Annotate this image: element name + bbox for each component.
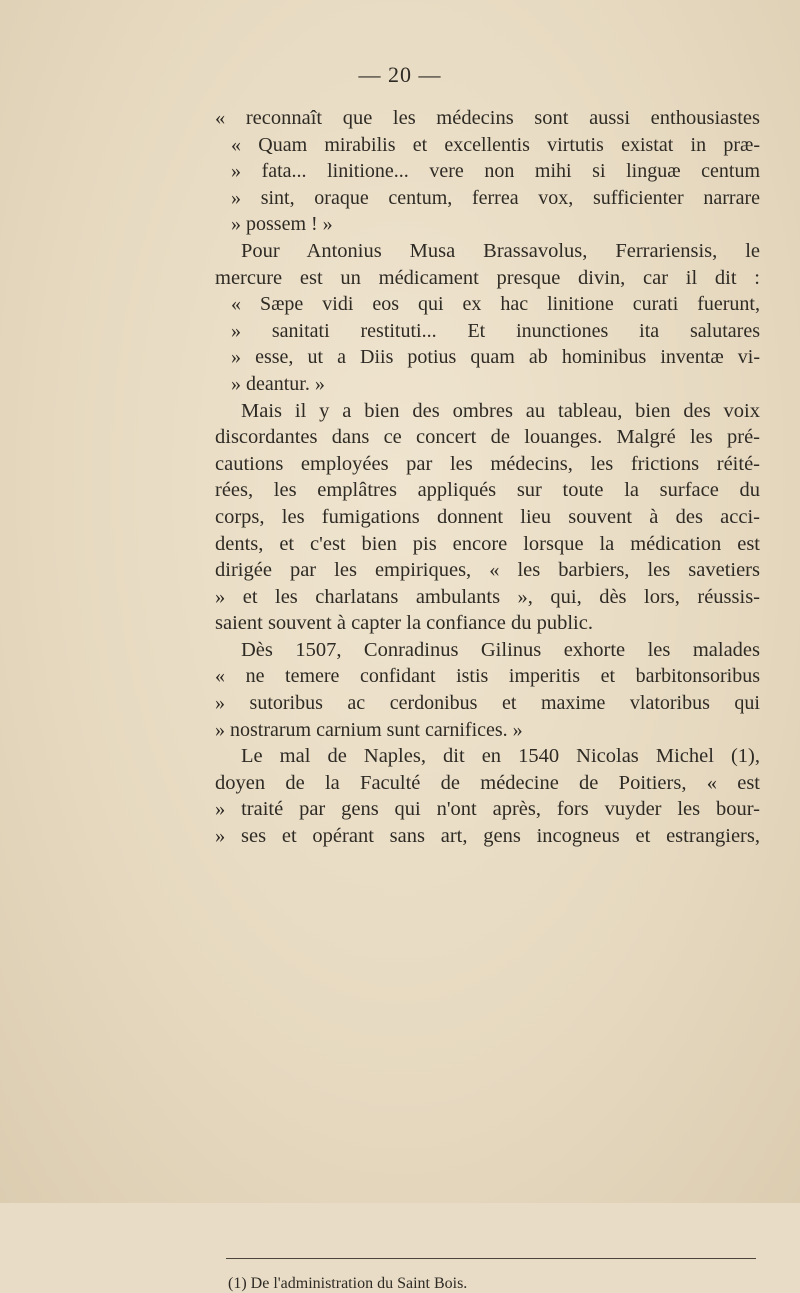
footnote-rule bbox=[226, 1258, 756, 1259]
text-line: Dès 1507, Conradinus Gilinus exhorte les malades bbox=[241, 638, 760, 661]
body-text bbox=[215, 105, 760, 850]
text-line: cautions employées par les médecins, les frictions réité- bbox=[215, 452, 760, 475]
text-line: corps, les fumigations donnent lieu souvent à des acci- bbox=[215, 505, 760, 528]
text-line: doyen de la Faculté de médecine de Poitiers, « est bbox=[215, 771, 760, 794]
text-line: » esse, ut a Diis potius quam ab hominibus inventæ vi- bbox=[231, 346, 760, 369]
text-line: Mais il y a bien des ombres au tableau, bien des voix bbox=[241, 399, 760, 422]
text-line: Le mal de Naples, dit en 1540 Nicolas Michel (1), bbox=[241, 745, 760, 768]
text-line: Pour Antonius Musa Brassavolus, Ferrariensis, le bbox=[241, 239, 760, 262]
text-line: » fata... linitione... vere non mihi si linguæ centum bbox=[231, 160, 760, 183]
text-line: rées, les emplâtres appliqués sur toute la surface du bbox=[215, 479, 760, 502]
text-line: « reconnaît que les médecins sont aussi enthousiastes bbox=[215, 107, 760, 129]
text-line: discordantes dans ce concert de louanges. Malgré les pré- bbox=[215, 426, 760, 449]
text-line: » deantur. » bbox=[231, 372, 325, 395]
text-line: mercure est un médicament presque divin, car il dit : bbox=[215, 266, 760, 289]
page-number: — 20 — bbox=[358, 62, 442, 87]
text-line: » possem ! » bbox=[231, 213, 333, 236]
text-line: dirigée par les empiriques, « les barbiers, les savetiers bbox=[215, 559, 760, 582]
text-line: saient souvent à capter la confiance du public. bbox=[215, 612, 593, 635]
text-line: » et les charlatans ambulants », qui, dès lors, réussis- bbox=[215, 585, 760, 608]
text-line: » ses et opérant sans art, gens incogneus et estrangiers, bbox=[215, 825, 760, 848]
text-line: » sanitati restituti... Et inunctiones ita salutares bbox=[231, 319, 760, 342]
text-line: » sint, oraque centum, ferrea vox, sufficienter narrare bbox=[231, 186, 760, 209]
text-line: « ne temere confidant istis imperitis et barbitonsoribus bbox=[215, 665, 760, 688]
text-line: « Quam mirabilis et excellentis virtutis existat in præ- bbox=[231, 133, 760, 156]
text-line: » nostrarum carnium sunt carnifices. » bbox=[215, 718, 523, 741]
footnote: (1) De l'administration du Saint Bois. bbox=[228, 1275, 468, 1292]
text-line: » traité par gens qui n'ont après, fors vuyder les bour- bbox=[215, 798, 760, 821]
text-line: « Sæpe vidi eos qui ex hac linitione curati fuerunt, bbox=[231, 293, 760, 316]
text-line: » sutoribus ac cerdonibus et maxime vlatoribus qui bbox=[215, 692, 760, 715]
text-line: dents, et c'est bien pis encore lorsque la médication est bbox=[215, 532, 760, 555]
